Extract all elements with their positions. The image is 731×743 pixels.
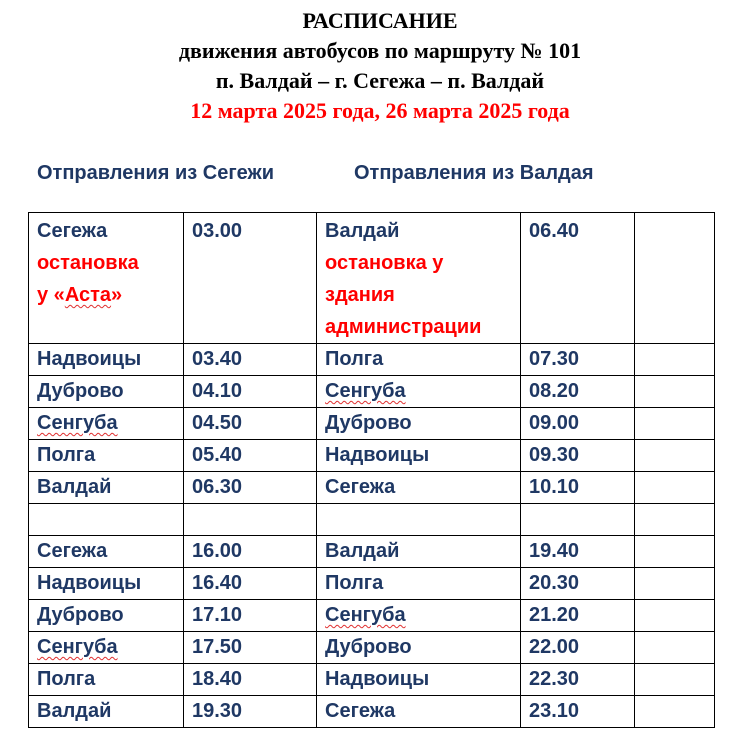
first-left-note-word: Аста (64, 284, 112, 306)
first-right-note-line-2: здания (325, 284, 395, 306)
table-row (29, 472, 715, 504)
left-time-text: 06.30 (192, 476, 243, 498)
left-stop (29, 536, 184, 568)
left-time (184, 600, 317, 632)
left-stop-text: Надвоицы (37, 572, 142, 594)
left-time-text: 03.40 (192, 348, 243, 370)
right-stop (317, 664, 521, 696)
right-stop-text: Дуброво (325, 636, 412, 658)
left-time (184, 632, 317, 664)
right-time-text: 10.10 (529, 476, 580, 498)
left-stop (29, 568, 184, 600)
right-time (521, 440, 635, 472)
table-row (29, 696, 715, 728)
right-time (521, 472, 635, 504)
left-stop-text: Дуброво (37, 380, 124, 402)
left-stop (29, 632, 184, 664)
table-row (29, 376, 715, 408)
empty-cell (521, 504, 635, 536)
left-time-text: 19.30 (192, 700, 243, 722)
right-stop (317, 568, 521, 600)
table-row (29, 568, 715, 600)
first-left-note (37, 247, 183, 279)
right-time (521, 600, 635, 632)
empty-cell (635, 568, 715, 600)
first-left-note-line-2 (37, 279, 183, 311)
right-stop (317, 408, 521, 440)
left-time (184, 376, 317, 408)
empty-cell (635, 440, 715, 472)
right-time-text: 22.30 (529, 668, 580, 690)
first-left-note-line-1: остановка (37, 252, 139, 274)
dates-line: 12 марта 2025 года, 26 марта 2025 года (190, 98, 570, 123)
left-stop (29, 664, 184, 696)
table-row (29, 600, 715, 632)
empty-cell (635, 408, 715, 440)
table-row (29, 440, 715, 472)
right-stop (317, 472, 521, 504)
left-stop (29, 376, 184, 408)
left-time-text: 16.00 (192, 540, 243, 562)
empty-cell (29, 504, 184, 536)
right-stop-text: Полга (325, 348, 384, 370)
right-stop-text: Сенгуба (325, 604, 406, 626)
empty-cell (635, 213, 715, 344)
page-title: РАСПИСАНИЕ (302, 8, 458, 33)
left-stop (29, 344, 184, 376)
empty-cell (184, 504, 317, 536)
empty-cell (635, 376, 715, 408)
right-stop (317, 632, 521, 664)
right-time-text: 22.00 (529, 636, 580, 658)
column-header-from-valday: Отправления из Валдая (354, 162, 594, 184)
right-time-text: 23.10 (529, 700, 580, 722)
right-time-text: 09.00 (529, 412, 580, 434)
left-stop (29, 600, 184, 632)
left-stop (29, 696, 184, 728)
left-stop-text: Полга (37, 444, 96, 466)
table-row (29, 408, 715, 440)
left-time (184, 408, 317, 440)
left-stop (29, 408, 184, 440)
left-time-text: 16.40 (192, 572, 243, 594)
right-time-text: 09.30 (529, 444, 580, 466)
right-stop-text: Надвоицы (325, 444, 430, 466)
table-row (29, 344, 715, 376)
right-stop-text: Сегежа (325, 476, 396, 498)
left-stop-text: Сегежа (37, 540, 108, 562)
left-stop-text: Сенгуба (37, 636, 118, 658)
left-time (184, 568, 317, 600)
left-time (184, 472, 317, 504)
right-stop (317, 536, 521, 568)
schedule-heading (0, 6, 731, 126)
right-time (521, 696, 635, 728)
right-stop-text: Сегежа (325, 700, 396, 722)
right-time-text: 20.30 (529, 572, 580, 594)
first-left-stop-cell (29, 213, 184, 344)
empty-cell (635, 344, 715, 376)
right-time (521, 664, 635, 696)
left-time (184, 664, 317, 696)
left-stop-text: Полга (37, 668, 96, 690)
left-time-text: 18.40 (192, 668, 243, 690)
right-time-text: 07.30 (529, 348, 580, 370)
table-row (29, 536, 715, 568)
right-stop-text: Дуброво (325, 412, 412, 434)
right-time (521, 536, 635, 568)
right-time-text: 19.40 (529, 540, 580, 562)
left-time-text: 04.10 (192, 380, 243, 402)
left-stop (29, 440, 184, 472)
right-time (521, 568, 635, 600)
left-time (184, 536, 317, 568)
right-time (521, 376, 635, 408)
empty-cell (635, 472, 715, 504)
right-stop (317, 376, 521, 408)
left-time (184, 696, 317, 728)
left-time-text: 17.50 (192, 636, 243, 658)
spacer-row (29, 504, 715, 536)
right-stop (317, 440, 521, 472)
right-stop-text: Надвоицы (325, 668, 430, 690)
empty-cell (317, 504, 521, 536)
right-time (521, 632, 635, 664)
left-time-text: 17.10 (192, 604, 243, 626)
first-left-time: 03.00 (184, 213, 317, 344)
empty-cell (635, 664, 715, 696)
first-right-stop: Валдай (325, 220, 400, 242)
table-row (29, 664, 715, 696)
left-time-text: 05.40 (192, 444, 243, 466)
first-left-note-suffix: » (111, 284, 123, 306)
table-row-first (29, 213, 715, 344)
column-header-from-segezha: Отправления из Сегежи (37, 162, 274, 184)
left-stop-text: Дуброво (37, 604, 124, 626)
page-subtitle: движения автобусов по маршруту № 101 (178, 38, 582, 63)
right-stop (317, 600, 521, 632)
right-time-text: 21.20 (529, 604, 580, 626)
empty-cell (635, 600, 715, 632)
right-stop (317, 344, 521, 376)
first-right-note-line-1: остановка у (325, 252, 444, 274)
right-stop-text: Полга (325, 572, 384, 594)
left-stop-text: Сенгуба (37, 412, 118, 434)
first-right-note-line-3: администрации (325, 316, 482, 338)
first-right-time: 06.40 (521, 213, 635, 344)
schedule-table (28, 212, 715, 728)
right-stop-text: Сенгуба (325, 380, 406, 402)
right-stop-text: Валдай (325, 540, 400, 562)
empty-cell (635, 632, 715, 664)
route-line: п. Валдай – г. Сегежа – п. Валдай (215, 68, 545, 93)
empty-cell (635, 536, 715, 568)
right-stop (317, 696, 521, 728)
first-left-stop: Сегежа (37, 220, 108, 242)
empty-cell (635, 504, 715, 536)
left-stop-text: Валдай (37, 700, 112, 722)
first-left-note-prefix: у « (37, 284, 65, 306)
first-right-stop-cell (317, 213, 521, 344)
left-stop-text: Надвоицы (37, 348, 142, 370)
empty-cell (635, 696, 715, 728)
left-time (184, 344, 317, 376)
left-time-text: 04.50 (192, 412, 243, 434)
left-stop-text: Валдай (37, 476, 112, 498)
right-time-text: 08.20 (529, 380, 580, 402)
right-time (521, 408, 635, 440)
left-stop (29, 472, 184, 504)
left-time (184, 440, 317, 472)
table-row (29, 632, 715, 664)
right-time (521, 344, 635, 376)
